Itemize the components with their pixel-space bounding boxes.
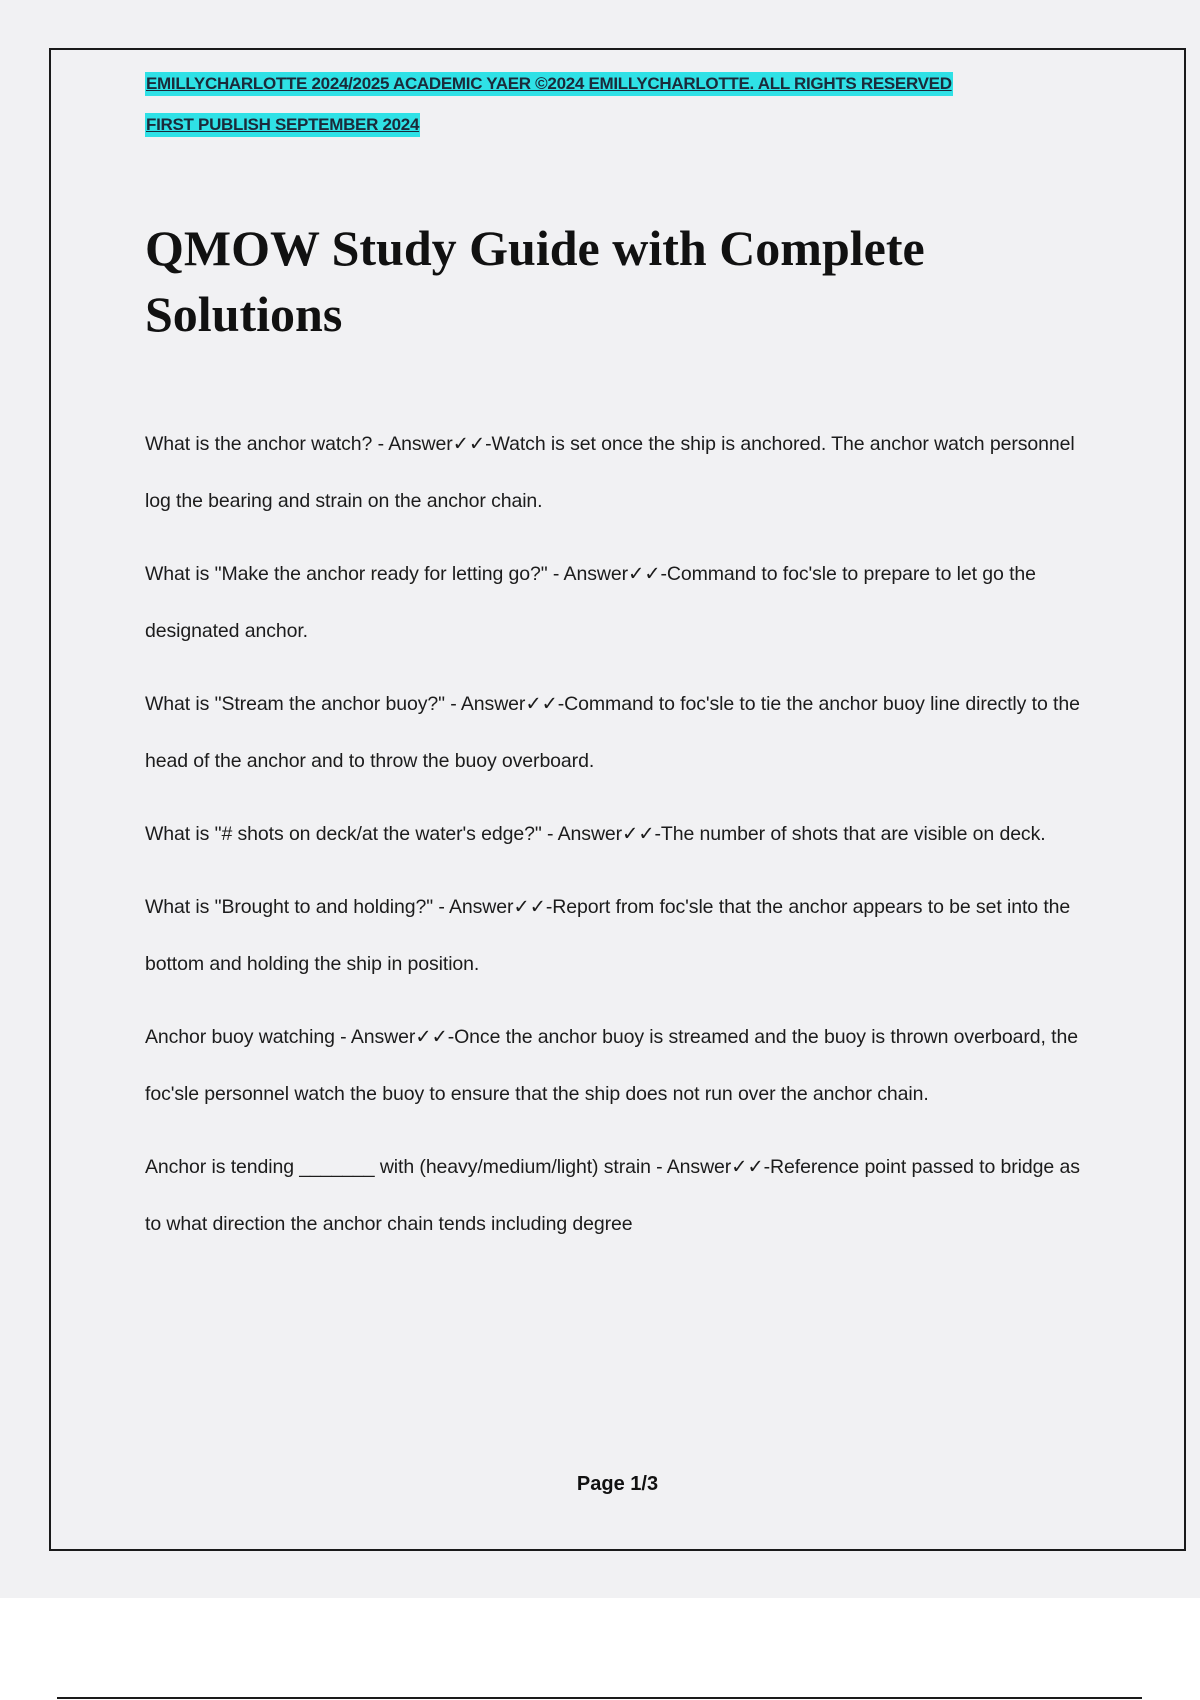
qa-item-anchor-watch: What is the anchor watch? - Answer✓✓-Watch is set once the ship is anchored. The anchor watch personnel log the bearing and strain on the anchor chain. — [145, 433, 1075, 512]
qa-item-shots-on-deck: What is "# shots on deck/at the water's edge?" - Answer✓✓-The number of shots that are visible on deck. — [145, 823, 1046, 845]
qa-list — [145, 416, 1090, 1269]
qa-item-stream-buoy: What is "Stream the anchor buoy?" - Answer✓✓-Command to foc'sle to tie the anchor buoy line directly to the head of the anchor and to throw the buoy overboard. — [145, 693, 1080, 772]
publish-date: FIRST PUBLISH SEPTEMBER 2024 — [145, 113, 420, 137]
qa-item-buoy-watching: Anchor buoy watching - Answer✓✓-Once the anchor buoy is streamed and the buoy is thrown overboard, the foc'sle personnel watch the buoy to ensure that the ship does not run over the anchor chain. — [145, 1026, 1078, 1105]
qa-item-anchor-tending: Anchor is tending _______ with (heavy/medium/light) strain - Answer✓✓-Reference point passed to bridge as to what direction the anchor chain tends including degree — [145, 1156, 1080, 1235]
qa-item-brought-to-holding: What is "Brought to and holding?" - Answer✓✓-Report from foc'sle that the anchor appears to be set into the bottom and holding the ship in position. — [145, 896, 1071, 975]
page-title: QMOW Study Guide with Complete Solutions — [145, 220, 925, 342]
page-number: Page 1/3 — [576, 1473, 659, 1495]
divider — [57, 1697, 1142, 1699]
copyright-header — [145, 72, 953, 137]
copyright-notice: EMILLYCHARLOTTE 2024/2025 ACADEMIC YAER ©2024 EMILLYCHARLOTTE. ALL RIGHTS RESERVED — [145, 72, 953, 96]
qa-item-anchor-ready: What is "Make the anchor ready for letting go?" - Answer✓✓-Command to foc'sle to prepare to let go the designated anchor. — [145, 563, 1036, 642]
